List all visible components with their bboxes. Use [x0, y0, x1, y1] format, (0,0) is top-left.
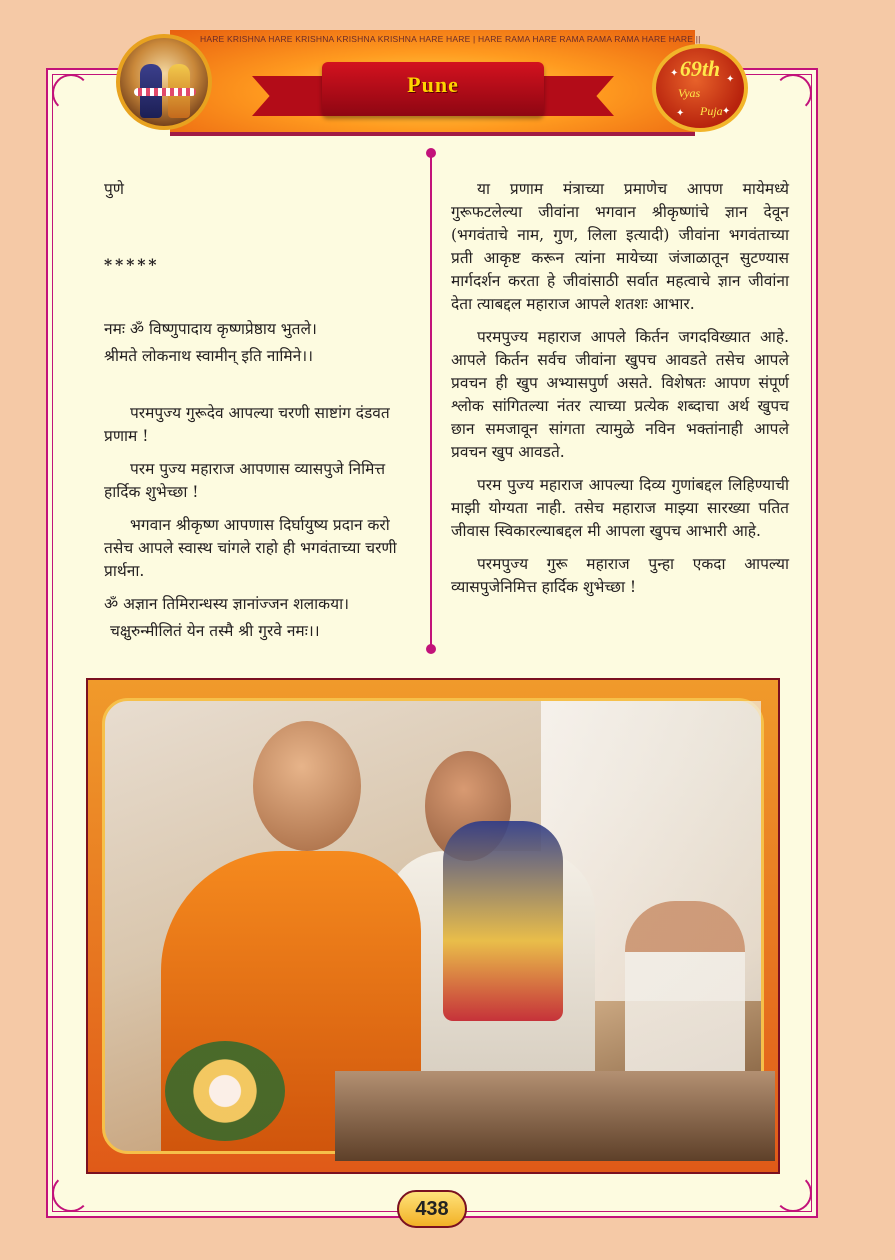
- verse-line: श्रीमते लोकनाथ स्वामीन् इति नामिने।।: [104, 347, 314, 365]
- right-column: [451, 178, 789, 609]
- corner-ornament: [52, 1174, 90, 1212]
- paragraph: परमपुज्य गुरू महाराज पुन्हा एकदा आपल्या व्यासपुजेनिमित्त हार्दिक शुभेच्छा !: [451, 555, 789, 596]
- photo-background-person: [625, 901, 745, 1071]
- verse-line: नमः ॐ विष्णुपादाय कृष्णप्रेष्ठाय भुतले।: [104, 320, 317, 338]
- paragraph: परमपुज्य महाराज आपले किर्तन जगदविख्यात आहे. आपले किर्तन सर्वच जीवांना खुपच आवडते तसेच आपले प्रवचन ही खुप अभ्यासपुर्ण असते. विशेषतः आपण संपूर्ण श्लोक सांगितल्या नंतर त्याच्या प्रत्येक शब्दाचा अर्थ खुपच छान समजावून सांगता त्यामुळे नविन भक्तांनाही आपले प्रवचन खुप आवडते.: [451, 328, 789, 461]
- star-icon: ✦: [670, 68, 679, 79]
- paragraph: परमपुज्य गुरूदेव आपल्या चरणी साष्टांग दंडवत प्रणाम !: [104, 404, 390, 445]
- ribbon-tail-left: [252, 76, 332, 116]
- badge-number: 69th: [679, 56, 721, 81]
- page-number: 438: [397, 1190, 467, 1228]
- garland-icon: [134, 88, 196, 96]
- ribbon-tail-right: [534, 76, 614, 116]
- ceremony-photo: [102, 698, 764, 1154]
- paragraph: या प्रणाम मंत्राच्या प्रमाणेच आपण मायेमध्ये गुरूफटलेल्या जीवांना भगवान श्रीकृष्णांचे ज्ञान देवून (भगवंताचे नाम, गुण, लिला इत्यादी) जीवांना भगवंताच्या प्रती आकृष्ट करून त्यांना मायेच्या जंजाळातून सुटण्यास मार्गदर्शन करता हे जीवांसाठी सर्वात महत्वाचे ज्ञान जीवांना देता त्याबद्दल महाराज आपले शतशः आभार.: [451, 180, 789, 313]
- page-title: Pune: [407, 72, 459, 97]
- title-ribbon: [252, 62, 614, 116]
- column-divider: [430, 150, 432, 650]
- city-heading: पुणे: [104, 180, 125, 198]
- corner-ornament: [774, 1174, 812, 1212]
- stars-separator: *****: [104, 255, 160, 274]
- badge-word-vyas: Vyas: [678, 86, 701, 100]
- photo-altar: [335, 1071, 775, 1161]
- photo-guru-head: [253, 721, 361, 851]
- divider-dot: [426, 644, 436, 654]
- star-icon: ✦: [722, 106, 731, 117]
- deity-medallion-icon: [116, 34, 212, 130]
- paragraph: परम पुज्य महाराज आपल्या दिव्य गुणांबद्दल लिहिण्याची माझी योग्यता नाही. तसेच महाराज माझ्या सारख्या पतित जीवास स्विकारल्याबद्दल मी आपला खुपच आभारी आहे.: [451, 476, 789, 540]
- paragraph: भगवान श्रीकृष्ण आपणास दिर्घायुष्य प्रदान करो तसेच आपले स्वास्थ चांगले राहो ही भगवंताच्या चरणी प्रार्थना.: [104, 516, 397, 580]
- corner-ornament: [774, 74, 812, 112]
- verse-line: चक्षुरुन्मीलितं येन तस्मै श्री गुरवे नमः।।: [110, 622, 320, 640]
- badge-word-puja: Puja: [700, 104, 723, 118]
- divider-dot: [426, 148, 436, 158]
- photo-frame: [86, 678, 780, 1174]
- left-column: [104, 178, 414, 653]
- photo-flowers: [165, 1041, 285, 1141]
- paragraph: परम पुज्य महाराज आपणास व्यासपुजे निमित्त हार्दिक शुभेच्छा !: [104, 460, 386, 501]
- vyas-puja-badge: [652, 44, 748, 132]
- star-icon: ✦: [676, 108, 685, 119]
- header-chant: HARE KRISHNA HARE KRISHNA KRISHNA KRISHNA HARE HARE | HARE RAMA HARE RAMA RAMA RAMA HARE HARE ||: [200, 34, 701, 44]
- verse-line: ॐ अज्ञान तिमिरान्धस्य ज्ञानांज्जन शलाकया।: [104, 595, 349, 613]
- photo-deities: [443, 821, 563, 1021]
- star-icon: ✦: [726, 74, 735, 85]
- corner-ornament: [52, 74, 90, 112]
